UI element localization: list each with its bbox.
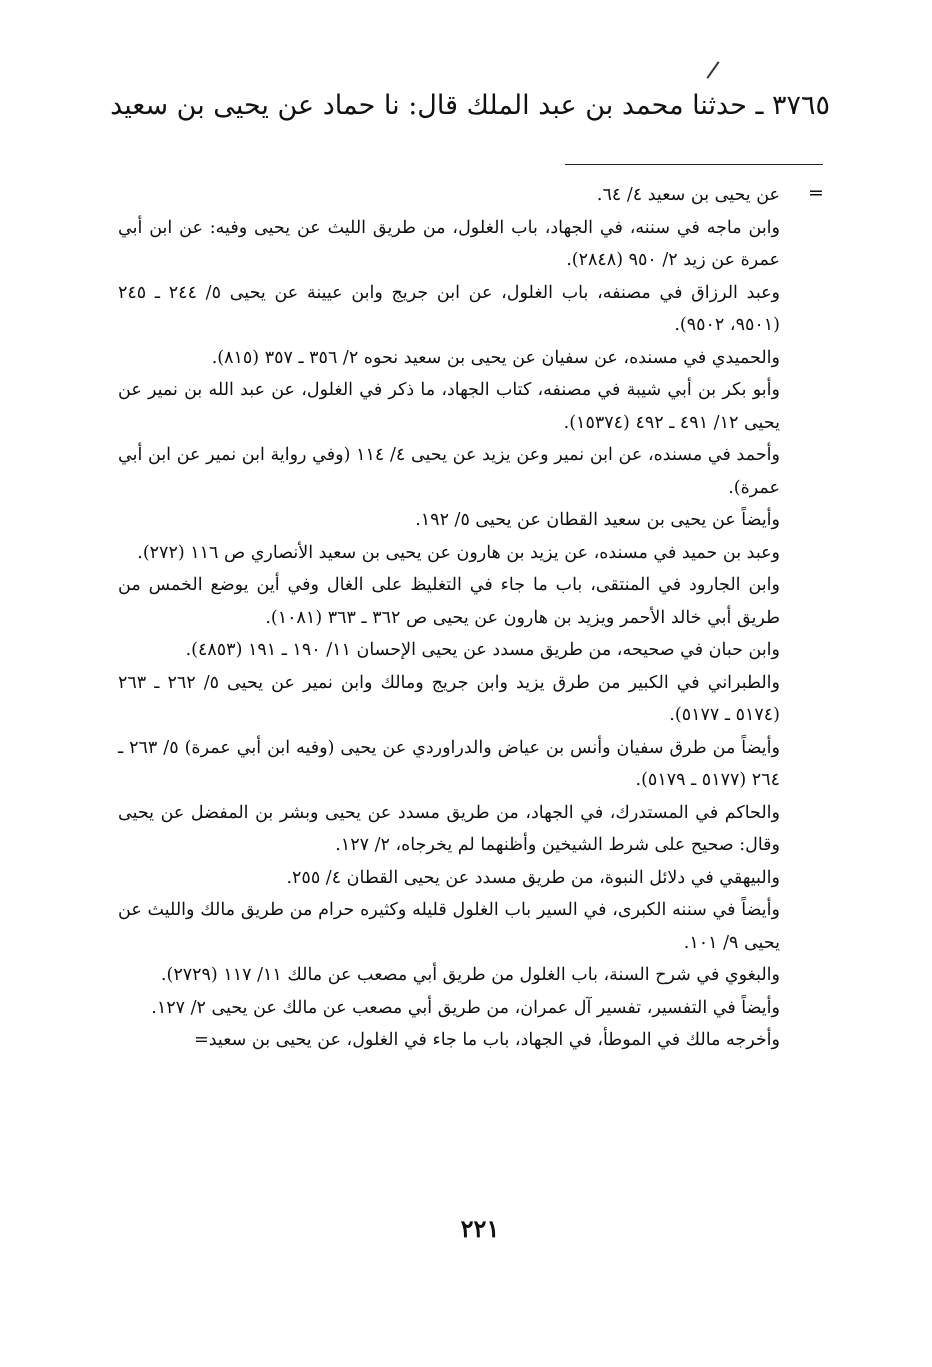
footnote-separator — [565, 164, 823, 165]
hadith-heading: ٣٧٦٥ ـ حدثنا محمد بن عبد الملك قال: نا حماد عن يحيى بن سعيد — [110, 90, 830, 121]
footnote-line: وابن الجارود في المنتقى، باب ما جاء في التغليظ على الغال وفي أين يوضع الخمس من طريق أبي خالد الأحمر ويزيد بن هارون عن يحيى ص ٣٦٢ ـ ٣٦٣ (١٠٨١). — [118, 575, 780, 628]
footnote-line: وأيضاً في التفسير، تفسير آل عمران، من طريق أبي مصعب عن مالك عن يحيى ٢/ ١٢٧. — [151, 997, 780, 1018]
footnote-line: والبيهقي في دلائل النبوة، من طريق مسدد عن يحيى القطان ٤/ ٢٥٥. — [286, 867, 780, 888]
footnote-line: وأيضاً من طرق سفيان وأنس بن عياض والدراوردي عن يحيى (وفيه ابن أبي عمرة) ٥/ ٢٦٣ ـ ٢٦٤ (٥١٧٧ ـ ٥١٧٩). — [118, 737, 780, 790]
page-number: ٢٢١ — [460, 1214, 500, 1243]
footnote-line: وأيضاً عن يحيى بن سعيد القطان عن يحيى ٥/ ١٩٢. — [415, 510, 780, 530]
footnote-line: والحاكم في المستدرك، في الجهاد، من طريق مسدد عن يحيى وبشر بن المفضل عن يحيى وقال: صحيح على شرط الشيخين وأظنهما لم يخرجاه، ٢/ ١٢٧. — [118, 802, 780, 855]
stray-pen-mark — [706, 61, 719, 79]
footnote-line: وأحمد في مسنده، عن ابن نمير وعن يزيد عن يحيى ٤/ ١١٤ (وفي رواية ابن نمير عن ابن أبي عمرة). — [118, 445, 780, 498]
footnote-line: وابن ماجه في سننه، في الجهاد، باب الغلول، من طريق الليث عن يحيى وفيه: عن ابن أبي عمرة عن زيد ٢/ ٩٥٠ (٢٨٤٨). — [118, 217, 780, 270]
footnote-line: والطبراني في الكبير من طرق يزيد وابن جريج ومالك وابن نمير عن يحيى ٥/ ٢٦٢ ـ ٢٦٣ (٥١٧٤ ـ ٥١٧٧). — [118, 672, 780, 725]
footnote-line: عن يحيى بن سعيد ٤/ ٦٤. — [596, 185, 780, 205]
footnote-line: والحميدي في مسنده، عن سفيان عن يحيى بن سعيد نحوه ٢/ ٣٥٦ ـ ٣٥٧ (٨١٥). — [211, 347, 780, 368]
footnote-line: وأخرجه مالك في الموطأ، في الجهاد، باب ما جاء في الغلول، عن يحيى بن سعيد= — [194, 1030, 780, 1050]
continuation-mark: = — [808, 182, 824, 204]
footnote-line: وأبو بكر بن أبي شيبة في مصنفه، كتاب الجهاد، ما ذكر في الغلول، عن عبد الله بن نمير عن يحيى ١٢/ ٤٩١ ـ ٤٩٢ (١٥٣٧٤). — [118, 380, 780, 433]
footnote-line: والبغوي في شرح السنة، باب الغلول من طريق أبي مصعب عن مالك ١١/ ١١٧ (٢٧٢٩). — [160, 965, 780, 985]
footnote-line: وعبد الرزاق في مصنفه، باب الغلول، عن ابن جريج وابن عيينة عن يحيى ٥/ ٢٤٤ ـ ٢٤٥ (٩٥٠١، ٩٥٠٢). — [118, 282, 780, 335]
footnote-line: وعبد بن حميد في مسنده، عن يزيد بن هارون عن يحيى بن سعيد الأنصاري ص ١١٦ (٢٧٢). — [137, 542, 780, 563]
footnotes-block — [118, 179, 780, 1057]
footnote-line: وأيضاً في سننه الكبرى، في السير باب الغلول قليله وكثيره حرام من طريق مالك والليث عن يحيى ٩/ ١٠١. — [118, 900, 780, 953]
footnote-line: وابن حبان في صحيحه، من طريق مسدد عن يحيى الإحسان ١١/ ١٩٠ ـ ١٩١ (٤٨٥٣). — [185, 640, 780, 660]
